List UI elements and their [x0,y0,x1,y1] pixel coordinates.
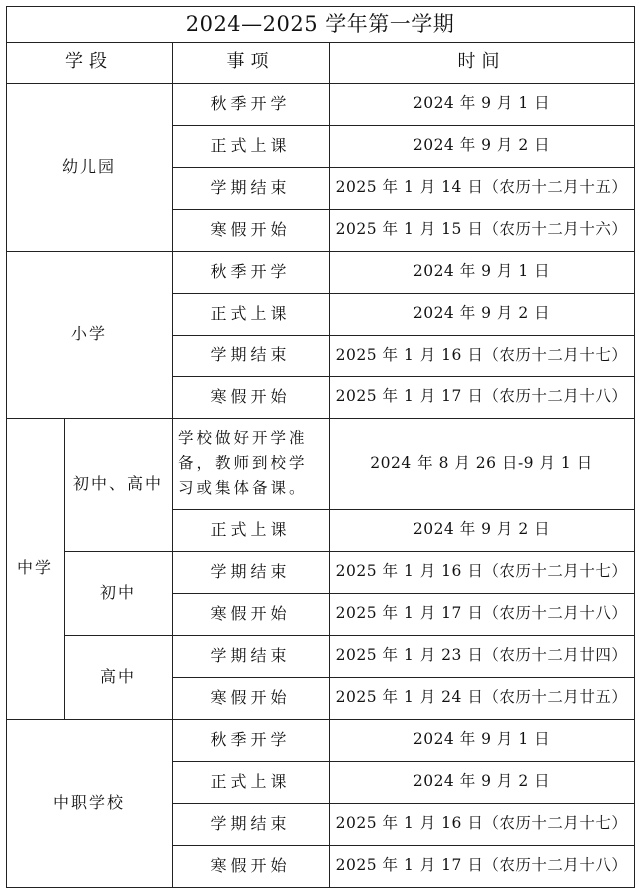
time-cell: 2025 年 1 月 16 日（农历十二月十七） [335,562,628,581]
item-cell: 秋季开学 [210,729,291,749]
item-cell: 寒假开始 [210,219,291,239]
item-cell: 学期结束 [210,813,291,833]
stage-vocational: 中职学校 [52,792,125,812]
item-cell: 正式上课 [210,519,291,539]
item-cell: 秋季开学 [210,261,291,281]
time-cell: 2024 年 9 月 2 日 [412,304,551,323]
table-title: 2024—2025 学年第一学期 [185,11,455,36]
item-cell: 学期结束 [210,561,291,581]
time-cell: 2024 年 9 月 2 日 [412,772,551,791]
item-cell: 学期结束 [210,345,291,365]
item-cell: 学期结束 [210,177,291,197]
item-cell: 寒假开始 [210,386,291,406]
time-cell: 2024 年 9 月 1 日 [412,262,551,281]
time-cell: 2024 年 9 月 1 日 [412,94,551,113]
item-cell: 寒假开始 [210,687,291,707]
item-cell: 寒假开始 [210,855,291,875]
item-cell: 寒假开始 [210,603,291,623]
time-cell: 2025 年 1 月 16 日（农历十二月十七） [335,814,628,833]
substage-senior: 高中 [99,666,136,686]
item-cell: 正式上课 [210,771,291,791]
time-cell: 2025 年 1 月 16 日（农历十二月十七） [335,345,628,364]
header-item: 事项 [226,51,275,73]
stage-kindergarten: 幼儿园 [61,156,116,176]
item-cell: 秋季开学 [210,93,291,113]
stage-secondary: 中学 [16,558,53,578]
substage-junior-senior: 初中、高中 [72,474,163,494]
time-cell: 2025 年 1 月 14 日（农历十二月十五） [335,178,628,197]
time-cell: 2025 年 1 月 17 日（农历十二月十八） [335,387,628,406]
substage-junior: 初中 [99,582,136,602]
time-cell: 2025 年 1 月 17 日（农历十二月十八） [335,604,628,623]
item-cell: 正式上课 [210,303,291,323]
time-cell: 2024 年 9 月 2 日 [412,136,551,155]
header-stage: 学段 [65,51,113,73]
item-cell: 学校做好开学准备，教师到校学习或集体备课。 [178,429,308,497]
item-cell: 正式上课 [210,135,291,155]
time-cell: 2025 年 1 月 24 日（农历十二月廿五） [335,688,628,707]
time-cell: 2025 年 1 月 17 日（农历十二月十八） [335,856,628,875]
time-cell: 2024 年 9 月 2 日 [412,520,551,539]
header-time: 时间 [457,51,506,73]
stage-primary: 小学 [70,324,107,344]
time-cell: 2025 年 1 月 23 日（农历十二月廿四） [335,646,628,665]
grid-line [6,887,635,888]
time-cell: 2024 年 9 月 1 日 [412,730,551,749]
time-cell: 2025 年 1 月 15 日（农历十二月十六） [335,220,628,239]
time-cell: 2024 年 8 月 26 日-9 月 1 日 [370,453,593,472]
item-cell: 学期结束 [210,645,291,665]
grid-line [634,6,635,888]
